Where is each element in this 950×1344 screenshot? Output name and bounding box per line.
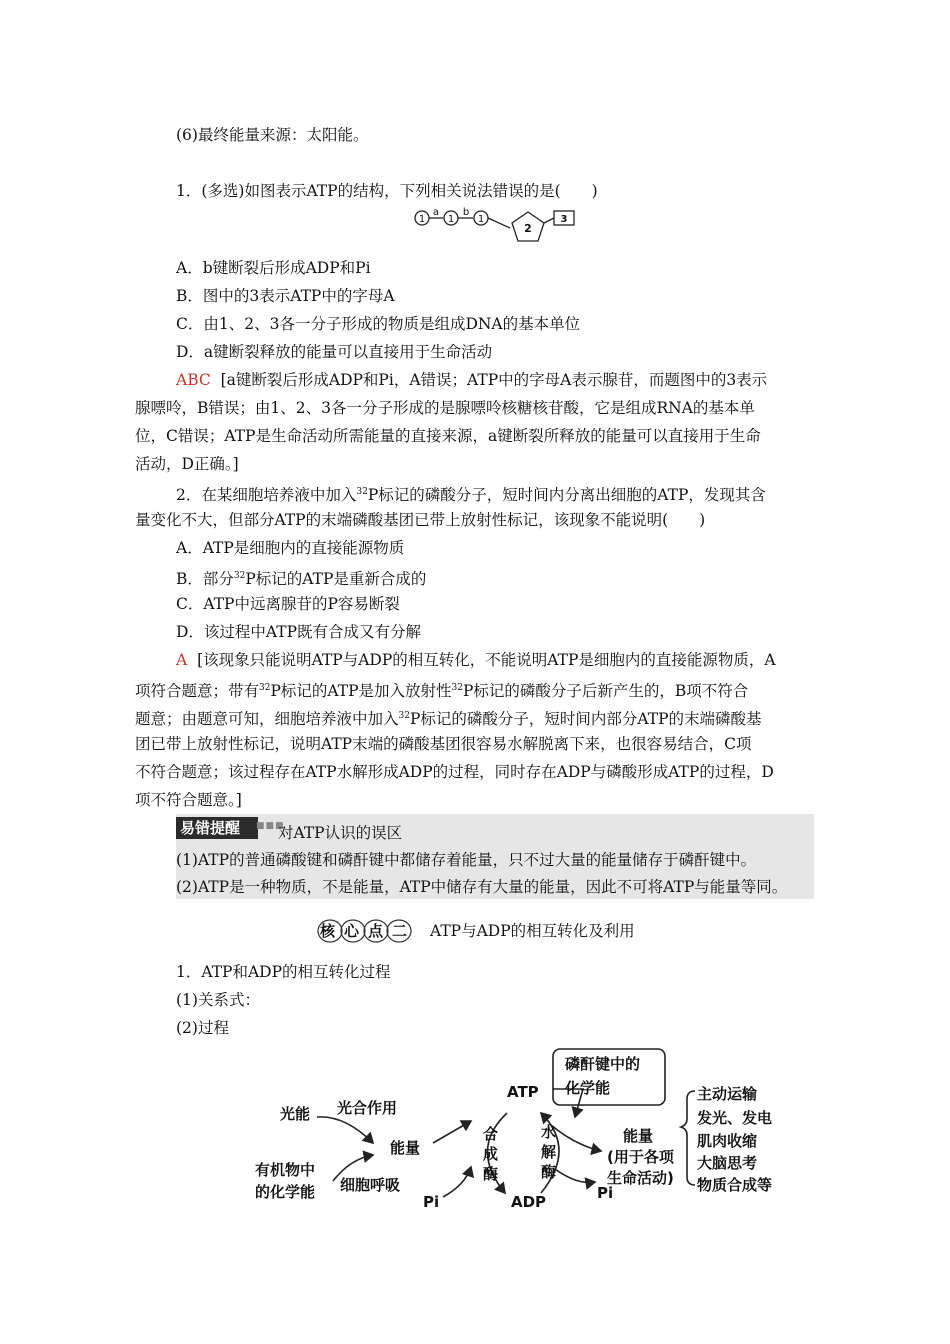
atp-fig-1a: 1 — [418, 214, 426, 225]
intro-line: (6)最终能量来源：太阳能。 — [176, 126, 369, 144]
diagram-light: 光能 — [280, 1105, 311, 1123]
q2-explain-1: [该现象只能说明ATP与ADP的相互转化，不能说明ATP是细胞内的直接能源物质，A — [197, 651, 776, 669]
diagram-photosynthesis: 光合作用 — [337, 1099, 398, 1117]
q1-option-d: D．a键断裂释放的能量可以直接用于生命活动 — [176, 343, 493, 361]
q2-option-d: D．该过程中ATP既有合成又有分解 — [176, 623, 422, 641]
atp-structure-figure — [410, 206, 585, 244]
diagram-callout-1: 磷酐键中的 — [565, 1055, 641, 1073]
atp-fig-3: 3 — [560, 214, 568, 225]
q1-option-b: B．图中的3表示ATP中的字母A — [176, 287, 395, 305]
q2-e2c: P标记的磷酸分子后新产生的，B项不符合 — [462, 682, 749, 700]
diagram-use-item-5: 物质合成等 — [697, 1176, 773, 1194]
q2-e3b: P标记的磷酸分子，短时间内部分ATP的末端磷酸基 — [409, 710, 762, 728]
atp-fig-1b: 1 — [447, 214, 455, 225]
q2-stem-1 — [176, 482, 766, 505]
q2-explain-3 — [135, 706, 762, 729]
tip-item-2: (2)ATP是一种物质，不是能量，ATP中储存有大量的能量，因此不可将ATP与能量等同。 — [176, 878, 788, 896]
sec-line-1: 1．ATP和ADP的相互转化过程 — [176, 963, 391, 981]
q2-sup-4: 32 — [451, 683, 463, 693]
q1-answer-line — [176, 370, 767, 390]
diagram-pi-left: Pi — [423, 1193, 440, 1211]
diagram-pi-right: Pi — [597, 1184, 614, 1202]
atp-fig-2: 2 — [524, 222, 532, 235]
q2-sup-3: 32 — [259, 683, 271, 693]
tip-dots: ■■■ — [256, 821, 285, 831]
diagram-use-1: (用于各项 — [607, 1148, 674, 1166]
q2-explain-2 — [135, 678, 748, 701]
diagram-energy-right: 能量 — [623, 1127, 654, 1145]
q2-explain-6: 项不符合题意。] — [135, 791, 242, 809]
diagram-adp: ADP — [511, 1193, 547, 1211]
q1-explain-4: 活动，D正确。] — [135, 455, 239, 473]
q2-option-a: A．ATP是细胞内的直接能源物质 — [176, 539, 405, 557]
q1-explain-3: 位，C错误；ATP是生命活动所需能量的直接来源，a键断裂所释放的能量可以直接用于生命 — [135, 427, 761, 445]
tip-item-1: (1)ATP的普通磷酸键和磷酐键中都储存着能量，只不过大量的能量储存于磷酐键中。 — [176, 851, 757, 869]
q2-option-c: C．ATP中远离腺苷的P容易断裂 — [176, 595, 400, 613]
atp-adp-cycle-diagram — [255, 1045, 795, 1220]
diagram-atp: ATP — [507, 1083, 539, 1101]
q2-stem-1a: 2．在某细胞培养液中加入 — [176, 486, 357, 504]
q2-e2b: P标记的ATP是加入放射性 — [270, 682, 452, 700]
q2-option-b — [176, 566, 426, 589]
q2-answer: A — [176, 651, 188, 669]
atp-fig-1c: 1 — [477, 214, 485, 225]
diagram-callout-2: 化学能 — [565, 1079, 611, 1097]
section-title: ATP与ADP的相互转化及利用 — [430, 922, 635, 940]
atp-fig-bond-a: a — [432, 207, 440, 218]
q1-explain-1: [a键断裂后形成ADP和Pi，A错误；ATP中的字母A表示腺苷，而题图中的3表示 — [220, 371, 768, 389]
q2-stem-2: 量变化不大，但部分ATP的末端磷酸基团已带上放射性标记，该现象不能说明( ) — [135, 511, 706, 529]
q1-stem: 1．(多选)如图表示ATP的结构，下列相关说法错误的是( ) — [176, 182, 598, 200]
q2-sup-5: 32 — [398, 711, 410, 721]
q1-option-c: C．由1、2、3各一分子形成的物质是组成DNA的基本单位 — [176, 315, 581, 333]
q2-explain-4: 团已带上放射性标记，说明ATP末端的磷酸基团很容易水解脱离下来，也很容易结合，C项 — [135, 735, 752, 753]
diagram-use-2: 生命活动) — [607, 1169, 674, 1187]
diagram-organic-2: 的化学能 — [255, 1183, 316, 1201]
tip-label: 易错提醒 — [176, 817, 258, 839]
q1-option-a: A．b键断裂后形成ADP和Pi — [176, 259, 371, 277]
diagram-hydrolase-2: 解 — [541, 1143, 557, 1161]
section-badge-text: 核心点二 — [320, 922, 417, 940]
diagram-respiration: 细胞呼吸 — [340, 1176, 401, 1194]
q1-answer: ABC — [176, 371, 211, 389]
tip-title: 对ATP认识的误区 — [278, 824, 403, 842]
q1-explain-2: 腺嘌呤，B错误；由1、2、3各一分子形成的是腺嘌呤核糖核苷酸，它是组成RNA的基本单 — [135, 399, 755, 417]
diagram-use-item-1: 主动运输 — [697, 1085, 758, 1103]
q2-sup-1: 32 — [356, 487, 368, 497]
diagram-use-item-3: 肌肉收缩 — [697, 1132, 758, 1150]
diagram-hydrolase-1: 水 — [541, 1123, 557, 1141]
q2-sup-2: 32 — [233, 571, 246, 581]
q2-stem-1b: P标记的磷酸分子，短时间内分离出细胞的ATP，发现其含 — [367, 486, 766, 504]
diagram-use-item-2: 发光、发电 — [697, 1109, 773, 1127]
sec-line-2: (1)关系式： — [176, 991, 260, 1009]
q2-e3a: 题意；由题意可知，细胞培养液中加入 — [135, 710, 399, 728]
sec-line-3: (2)过程 — [176, 1019, 229, 1037]
diagram-hydrolase-3: 酶 — [541, 1163, 557, 1181]
q2-answer-line — [176, 650, 776, 670]
diagram-energy-mid: 能量 — [390, 1139, 421, 1157]
q2-e2a: 项符合题意；带有 — [135, 682, 260, 700]
diagram-synthase-2: 成 — [483, 1145, 499, 1163]
q2-explain-5: 不符合题意；该过程存在ATP水解形成ADP的过程，同时存在ADP与磷酸形成ATP的过程，D — [135, 763, 774, 781]
q2-option-b-1: B．部分 — [176, 570, 234, 588]
diagram-synthase-3: 酶 — [483, 1165, 499, 1183]
q2-option-b-2: P标记的ATP是重新合成的 — [245, 570, 427, 588]
diagram-synthase-1: 合 — [483, 1125, 499, 1143]
diagram-organic-1: 有机物中 — [255, 1161, 316, 1179]
diagram-use-item-4: 大脑思考 — [697, 1154, 758, 1172]
atp-fig-bond-b: b — [462, 207, 470, 218]
